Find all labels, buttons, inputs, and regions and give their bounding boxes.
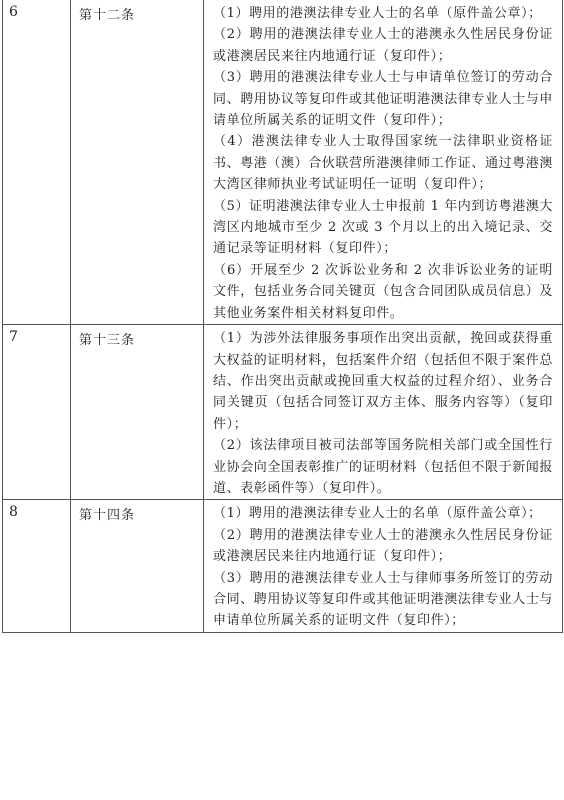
list-item: （1）聘用的港澳法律专业人士的名单（原件盖公章）； (213, 6, 542, 21)
materials-list (204, 325, 563, 500)
materials-list (204, 500, 563, 632)
list-item: （2）该法律项目被司法部等国务院相关部门或全国性行业协会向全国表彰推广的证明材料（包括但不限于新闻报道、表彰函件等）（复印件）。 (213, 438, 554, 496)
list-item: （1）聘用的港澳法律专业人士的名单（原件盖公章）； (213, 506, 542, 522)
list-item: （3）聘用的港澳法律专业人士与申请单位签订的劳动合同、聘用协议等复印件或其他证明港澳法律专业人士与申请单位所属关系的证明文件（复印件）； (213, 70, 554, 129)
row-number: 7 (3, 325, 71, 500)
row-number: 8 (3, 500, 71, 632)
list-item: （3）聘用的港澳法律专业人士与律师事务所签订的劳动合同、聘用协议等复印件或其他证明港澳法律专业人士与申请单位所属关系的证明文件（复印件）； (213, 570, 554, 629)
list-item: （4）港澳法律专业人士取得国家统一法律职业资格证书、粤港（澳）合伙联营所港澳律师工作证、通过粤港澳大湾区律师执业考试证明任一证明（复印件）； (213, 134, 554, 193)
article-name: 第十三条 (71, 325, 204, 500)
table-row (3, 325, 563, 500)
materials-list (204, 0, 563, 325)
article-name: 第十四条 (71, 500, 204, 632)
list-item: （5）证明港澳法律专业人士申报前 1 年内到访粤港澳大湾区内地城市至少 2 次或 3 个月以上的出入境记录、交通记录等证明材料（复印件）； (213, 198, 554, 257)
list-item: （2）聘用的港澳法律专业人士的港澳永久性居民身份证或港澳居民来往内地通行证（复印件）； (213, 527, 553, 565)
list-item: （2）聘用的港澳法律专业人士的港澳永久性居民身份证或港澳居民来往内地通行证（复印件）； (213, 27, 553, 64)
requirements-table (2, 0, 563, 633)
article-name: 第十二条 (71, 0, 204, 325)
list-item: （1）为涉外法律服务事项作出突出贡献，挽回或获得重大权益的证明材料，包括案件介绍（包括但不限于案件总结、作出突出贡献或挽回重大权益的过程介绍）、业务合同关键页（包括合同签订双方主体、服务内容等）（复印件）； (213, 331, 554, 432)
row-number: 6 (3, 0, 71, 325)
table-row (3, 0, 563, 325)
table-row (3, 500, 563, 632)
list-item: （6）开展至少 2 次诉讼业务和 2 次非诉讼业务的证明文件，包括业务合同关键页（包含合同团队成员信息）及其他业务案件相关材料复印件。 (213, 262, 554, 321)
